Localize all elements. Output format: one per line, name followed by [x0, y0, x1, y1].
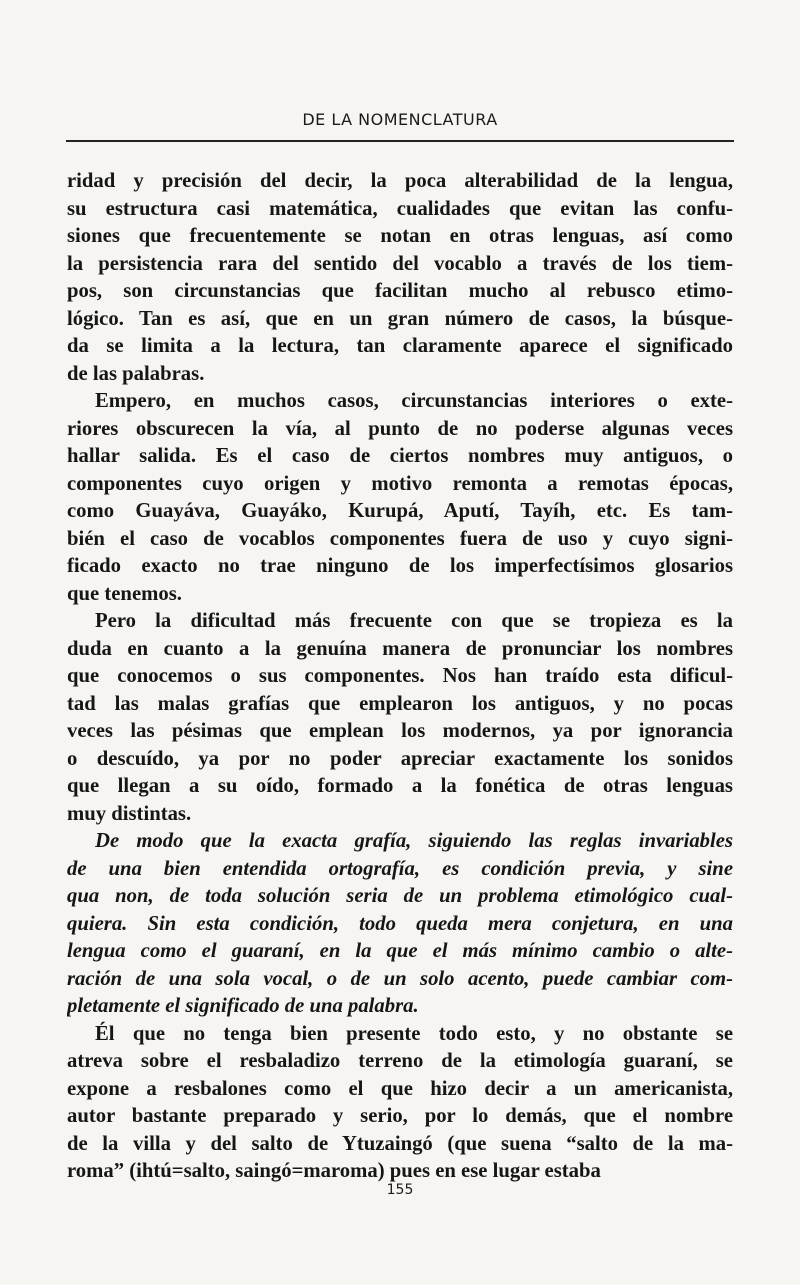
text-line: siones que frecuentemente se notan en otras lenguas, así como — [67, 225, 733, 247]
text-line: bién el caso de vocablos componentes fuera de uso y cuyo signi- — [67, 527, 733, 550]
running-title: DE LA NOMENCLATURA — [302, 110, 498, 129]
paragraph — [67, 608, 733, 828]
text-line: hallar salida. Es el caso de ciertos nombres muy antiguos, o — [67, 445, 733, 467]
text-line: riores obscurecen la vía, al punto de no poderse algunas veces — [67, 417, 733, 440]
text-line: ridad y precisión del decir, la poca alterabilidad de la lengua, — [67, 170, 733, 192]
text-line: como Guayáva, Guayáko, Kurupá, Aputí, Tayíh, etc. Es tam- — [67, 500, 733, 522]
text-line: o descuído, ya por no poder apreciar exactamente los sonidos — [67, 747, 733, 770]
paragraph — [67, 388, 733, 608]
text-line: quiera. Sin esta condición, todo queda mera conjetura, en una — [67, 912, 733, 935]
text-line: roma” (ihtú=salto, saingó=maroma) pues en ese lugar estaba — [67, 1160, 601, 1182]
text-line: componentes cuyo origen y motivo remonta a remotas épocas, — [67, 472, 733, 495]
text-line: expone a resbalones como el que hizo decir a un americanista, — [67, 1077, 733, 1100]
text-line: de una bien entendida ortografía, es condición previa, y sine — [67, 857, 733, 880]
text-line: atreva sobre el resbaladizo terreno de la etimología guaraní, se — [67, 1050, 733, 1072]
text-line: da se limita a la lectura, tan claramente aparece el significado — [67, 335, 733, 357]
text-line: De modo que la exacta grafía, siguiendo las reglas invariables — [95, 830, 733, 852]
text-line: veces las pésimas que emplean los modernos, ya por ignorancia — [67, 720, 733, 742]
text-line: que conocemos o sus componentes. Nos han traído esta dificul- — [67, 665, 733, 687]
text-line: autor bastante preparado y serio, por lo demás, que el nombre — [67, 1105, 733, 1127]
text-line: Empero, en muchos casos, circunstancias interiores o exte- — [95, 390, 733, 412]
text-line: que tenemos. — [67, 582, 182, 605]
header-rule — [66, 140, 734, 142]
text-line: ficado exacto no trae ninguno de los imperfectísimos glosarios — [67, 555, 733, 577]
paragraph — [67, 1021, 733, 1186]
text-line: duda en cuanto a la genuína manera de pronunciar los nombres — [67, 637, 733, 660]
text-line: que llegan a su oído, formado a la fonética de otras lenguas — [67, 775, 733, 797]
paragraph — [67, 828, 733, 1021]
text-line: de la villa y del salto de Ytuzaingó (que suena “salto de la ma- — [67, 1132, 733, 1155]
text-line: lengua como el guaraní, en la que el más mínimo cambio o alte- — [67, 940, 733, 962]
text-line: qua non, de toda solución seria de un problema etimológico cual- — [67, 885, 733, 907]
text-line: pos, son circunstancias que facilitan mucho al rebusco etimo- — [67, 280, 733, 302]
page-number: 155 — [386, 1182, 414, 1198]
text-line: Él que no tenga bien presente todo esto, y no obstante se — [95, 1022, 733, 1045]
paragraph — [67, 168, 733, 388]
text-line: su estructura casi matemática, cualidades que evitan las confu- — [67, 197, 733, 220]
text-line: muy distintas. — [67, 802, 192, 825]
text-line: tad las malas grafías que emplearon los antiguos, y no pocas — [67, 692, 733, 715]
text-line: Pero la dificultad más frecuente con que se tropieza es la — [95, 610, 733, 632]
text-line: la persistencia rara del sentido del vocablo a través de los tiem- — [67, 252, 733, 275]
body-text — [67, 168, 733, 1186]
text-line: ración de una sola vocal, o de un solo acento, puede cambiar com- — [67, 967, 733, 990]
text-line: lógico. Tan es así, que en un gran número de casos, la búsque- — [67, 307, 733, 330]
text-line: pletamente el significado de una palabra. — [67, 995, 419, 1017]
text-line: de las palabras. — [67, 362, 205, 385]
